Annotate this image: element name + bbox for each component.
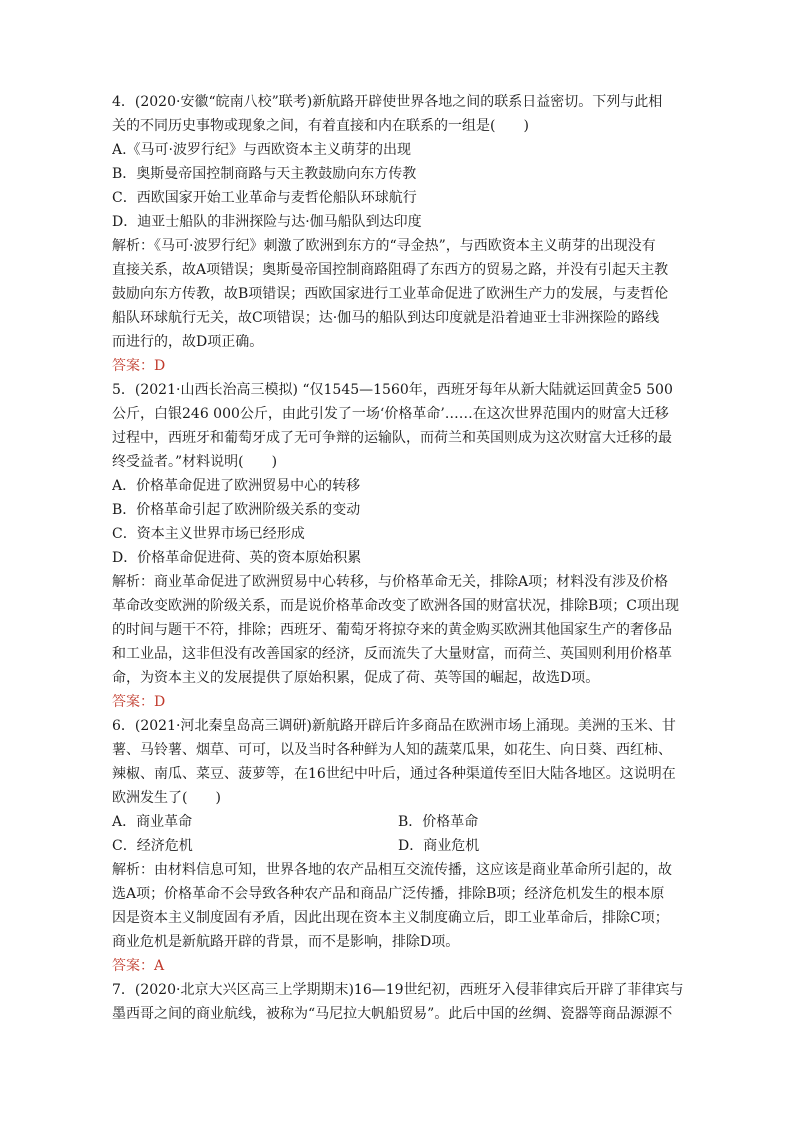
question-5 (112, 378, 684, 714)
question-stem-line: 墨西哥之间的商业航线，被称为“马尼拉大帆船贸易”。此后中国的丝绸、瓷器等商品源源不 (112, 1006, 673, 1022)
options-row (112, 834, 684, 858)
document-page (112, 90, 684, 1026)
options-row (112, 810, 684, 834)
question-stem-line: 7．(2020·北京大兴区高三上学期期末)16—19世纪初，西班牙入侵菲律宾后开辟了菲律宾与 (112, 982, 684, 998)
analysis-line: 解析：《马可·波罗行纪》刺激了欧洲到东方的“寻金热”，与西欧资本主义萌芽的出现没有 (112, 238, 656, 254)
question-6 (112, 714, 684, 978)
question-7 (112, 978, 684, 1026)
question-stem-line: 辣椒、南瓜、菜豆、菠萝等，在16世纪中叶后，通过各种渠道传至旧大陆各地区。这说明在 (112, 766, 676, 782)
option-d: D．价格革命促进荷、英的资本原始积累 (112, 550, 362, 566)
question-stem-line: 薯、马铃薯、烟草、可可，以及当时各种鲜为人知的蔬菜瓜果，如花生、向日葵、西红柿、 (112, 742, 672, 758)
analysis-line: 的时间与题干不符，排除；西班牙、葡萄牙将掠夺来的黄金购买欧洲其他国家生产的奢侈品 (112, 622, 672, 638)
analysis-line: 命，为资本主义的发展提供了原始积累，促成了荷、英等国的崛起，故选D项。 (112, 670, 600, 686)
answer-line: 答案：A (112, 958, 165, 974)
question-stem-line: 过程中，西班牙和葡萄牙成了无可争辩的运输队，而荷兰和英国则成为这次财富大迁移的最 (112, 430, 672, 446)
analysis-line: 革命改变欧洲的阶级关系，而是说价格革命改变了欧洲各国的财富状况，排除B项；C项出现 (112, 598, 679, 614)
option-c: C．西欧国家开始工业革命与麦哲伦船队环球航行 (112, 190, 417, 206)
analysis-line: 解析：商业革命促进了欧洲贸易中心转移，与价格革命无关，排除A项；材料没有涉及价格 (112, 574, 669, 590)
option-b: B．价格革命引起了欧洲阶级关系的变动 (112, 502, 361, 518)
answer-line: 答案：D (112, 358, 166, 374)
option-b: B．价格革命 (398, 814, 479, 830)
analysis-line: 因是资本主义制度固有矛盾，因此出现在资本主义制度确立后，即工业革命后，排除C项； (112, 910, 669, 926)
analysis-line: 解析：由材料信息可知，世界各地的农产品相互交流传播，这应该是商业革命所引起的，故 (112, 862, 672, 878)
answer-line: 答案：D (112, 694, 166, 710)
analysis-line: 直接关系，故A项错误；奥斯曼帝国控制商路阻碍了东西方的贸易之路，并没有引起天主教 (112, 262, 669, 278)
option-c: C．经济危机 (112, 838, 193, 854)
option-d: D．商业危机 (398, 838, 480, 854)
option-a: A．价格革命促进了欧洲贸易中心的转移 (112, 478, 361, 494)
question-stem-line: 6．(2021·河北秦皇岛高三调研)新航路开辟后许多商品在欧洲市场上涌现。美洲的玉米、甘 (112, 718, 676, 734)
analysis-line: 鼓励向东方传教，故B项错误；西欧国家进行工业革命促进了欧洲生产力的发展，与麦哲伦 (112, 286, 669, 302)
question-stem-line: 关的不同历史事物或现象之间，有着直接和内在联系的一组是( ) (112, 118, 529, 134)
option-d: D．迪亚士船队的非洲探险与达·伽马船队到达印度 (112, 214, 422, 230)
question-stem-line: 4．(2020·安徽“皖南八校”联考)新航路开辟使世界各地之间的联系日益密切。下列与此相 (112, 94, 663, 110)
question-stem-line: 终受益者。”材料说明( ) (112, 454, 278, 470)
analysis-line: 和工业品，这非但没有改善国家的经济，反而流失了大量财富，而荷兰、英国则利用价格革 (112, 646, 672, 662)
option-c: C．资本主义世界市场已经形成 (112, 526, 305, 542)
analysis-line: 而进行的，故D项正确。 (112, 334, 264, 350)
option-a: A.《马可·波罗行纪》与西欧资本主义萌芽的出现 (112, 142, 412, 158)
option-a: A．商业革命 (112, 814, 193, 830)
analysis-line: 选A项；价格革命不会导致各种农产品和商品广泛传播，排除B项；经济危机发生的根本原 (112, 886, 665, 902)
analysis-line: 船队环球航行无关，故C项错误；达·伽马的船队到达印度就是沿着迪亚士非洲探险的路线 (112, 310, 660, 326)
analysis-line: 商业危机是新航路开辟的背景，而不是影响，排除D项。 (112, 934, 460, 950)
question-stem-line: 欧洲发生了( ) (112, 790, 221, 806)
question-stem-line: 公斤，白银246 000公斤，由此引发了一场‘价格革命’……在这次世界范围内的财富大迁移 (112, 406, 669, 422)
question-4 (112, 90, 684, 378)
option-b: B．奥斯曼帝国控制商路与天主教鼓励向东方传教 (112, 166, 417, 182)
question-stem-line: 5．(2021·山西长治高三模拟) “仅1545—1560年，西班牙每年从新大陆就运回黄金5 500 (112, 382, 673, 398)
